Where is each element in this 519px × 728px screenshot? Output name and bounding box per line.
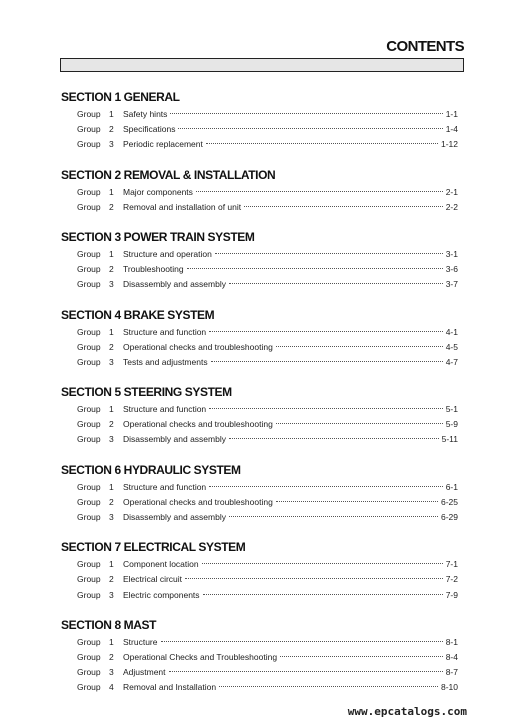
group-label: Group [77,356,101,367]
dot-leader [209,331,443,332]
dot-leader [209,408,443,409]
toc-section [61,167,458,215]
dot-leader [229,438,439,439]
entry-title: Structure and function [123,481,207,492]
toc-entry[interactable] [61,262,458,277]
group-number: 1 [109,248,114,259]
page-number: 7-9 [445,589,458,600]
dot-leader [196,191,443,192]
group-label: Group [77,512,101,522]
group-label: Group [77,559,101,570]
group-number: 2 [109,496,114,507]
group-number: 2 [109,124,114,135]
entry-title: Operational checks and troubleshooting [123,496,273,507]
entry-title: Operational Checks and Troubleshooting [123,651,278,662]
title-rule-bar [60,58,464,72]
group-number: 2 [109,201,114,212]
toc-entry[interactable] [61,557,458,572]
entry-title: Troubleshooting [123,264,184,275]
page-number: 3-6 [445,264,458,275]
toc-entry[interactable] [61,665,458,680]
group-label: Group [77,651,101,662]
group-number: 1 [109,326,114,337]
group-label: Group [77,404,101,415]
group-number: 2 [109,574,114,585]
page-number: 7-1 [445,559,458,570]
group-label: Group [77,279,101,290]
group-number: 4 [109,682,114,693]
group-label: Group [77,139,101,150]
entry-title: Disassembly and assembly [123,512,226,522]
entry-title: Structure and function [123,404,207,415]
entry-title: Specifications [123,124,176,135]
group-number: 3 [109,139,114,150]
entry-title: Operational checks and troubleshooting [123,341,273,352]
group-label: Group [77,186,101,197]
page-number: 5-1 [445,404,458,415]
group-label: Group [77,264,101,275]
dot-leader [170,113,442,114]
page-number: 6-25 [440,496,458,507]
group-label: Group [77,496,101,507]
toc-entry[interactable] [61,185,458,200]
group-label: Group [77,201,101,212]
group-number: 1 [109,559,114,570]
toc-entry[interactable] [61,510,458,525]
entry-title: Disassembly and assembly [123,434,226,445]
entry-title: Safety hints [123,109,168,119]
toc-section [61,539,458,603]
page-number: 8-10 [440,682,458,693]
group-number: 1 [109,404,114,415]
page-number: 4-7 [445,356,458,367]
section-title[interactable]: SECTION 6 HYDRAULIC SYSTEM [61,462,241,477]
dot-leader [185,578,443,579]
group-number: 2 [109,419,114,430]
group-label: Group [77,434,101,445]
dot-leader [219,686,438,687]
page-number: 8-4 [445,651,458,662]
group-label: Group [77,636,101,647]
group-number: 1 [109,481,114,492]
group-number: 3 [109,667,114,678]
entry-title: Disassembly and assembly [123,279,226,290]
toc-entry[interactable] [61,200,458,215]
page-number: 3-7 [445,279,458,290]
dot-leader [276,346,443,347]
dot-leader [169,671,443,672]
dot-leader [187,268,443,269]
entry-title: Removal and Installation [123,682,217,693]
group-label: Group [77,682,101,693]
toc-entry[interactable] [61,122,458,137]
dot-leader [244,206,443,207]
dot-leader [206,143,438,144]
group-number: 1 [109,109,114,119]
page-number: 8-7 [445,667,458,678]
page-number: 4-1 [445,326,458,337]
toc-entry[interactable] [61,588,458,603]
dot-leader [178,128,442,129]
toc-section [61,617,458,696]
page-number: 1-12 [440,139,458,150]
group-number: 3 [109,356,114,367]
watermark-url: www.epcatalogs.com [347,705,467,718]
entry-title: Electrical circuit [123,574,183,585]
entry-title: Periodic replacement [123,139,203,150]
entry-title: Operational checks and troubleshooting [123,419,273,430]
group-label: Group [77,341,101,352]
toc-section [61,89,458,153]
entry-title: Removal and installation of unit [123,201,242,212]
section-title[interactable]: SECTION 7 ELECTRICAL SYSTEM [61,540,246,555]
toc-entry[interactable] [61,137,458,152]
page-number: 1-4 [445,124,458,135]
dot-leader [202,563,443,564]
toc-entry[interactable] [61,355,458,370]
dot-leader [276,501,438,502]
page-number: 6-29 [440,512,458,522]
dot-leader [215,253,443,254]
toc-entry[interactable] [61,572,458,587]
section-title[interactable]: SECTION 2 REMOVAL & INSTALLATION [61,167,276,182]
toc-section [61,229,458,293]
group-label: Group [77,248,101,259]
toc-entry[interactable] [61,247,458,262]
toc-entry[interactable] [61,680,458,695]
group-number: 1 [109,636,114,647]
toc-entry[interactable] [61,340,458,355]
toc-entry[interactable] [61,432,458,447]
table-of-contents [61,89,458,710]
group-number: 3 [109,589,114,600]
entry-title: Component location [123,559,199,570]
page-number: 5-9 [445,419,458,430]
group-label: Group [77,419,101,430]
toc-section [61,384,458,448]
toc-entry[interactable] [61,107,458,122]
group-number: 3 [109,434,114,445]
dot-leader [209,486,443,487]
page-number: 6-1 [445,481,458,492]
section-title[interactable]: SECTION 5 STEERING SYSTEM [61,385,232,400]
page-number: 8-1 [445,636,458,647]
group-number: 3 [109,279,114,290]
dot-leader [211,361,443,362]
toc-section [61,462,458,526]
toc-entry[interactable] [61,635,458,650]
section-title[interactable]: SECTION 8 MAST [61,617,157,632]
group-label: Group [77,326,101,337]
entry-title: Tests and adjustments [123,356,208,367]
dot-leader [229,283,443,284]
toc-section [61,307,458,371]
toc-entry[interactable] [61,417,458,432]
page-number: 2-2 [445,201,458,212]
page-number: 4-5 [445,341,458,352]
group-number: 1 [109,186,114,197]
toc-entry[interactable] [61,495,458,510]
group-number: 2 [109,264,114,275]
dot-leader [161,641,443,642]
section-title[interactable]: SECTION 1 GENERAL [61,90,180,104]
entry-title: Adjustment [123,667,166,678]
page-number: 1-1 [445,109,458,119]
toc-entry[interactable] [61,325,458,340]
toc-entry[interactable] [61,277,458,292]
group-number: 2 [109,341,114,352]
toc-entry[interactable] [61,402,458,417]
toc-entry[interactable] [61,480,458,495]
group-label: Group [77,124,101,135]
page-number: 5-11 [441,434,458,445]
entry-title: Structure [123,636,158,647]
section-title[interactable]: SECTION 4 BRAKE SYSTEM [61,307,215,322]
entry-title: Structure and operation [123,248,212,259]
dot-leader [203,594,443,595]
group-label: Group [77,589,101,600]
group-label: Group [77,481,101,492]
entry-title: Electric components [123,589,200,600]
page-number: 7-2 [445,574,458,585]
dot-leader [276,423,443,424]
group-label: Group [77,574,101,585]
entry-title: Structure and function [123,326,207,337]
page-title: CONTENTS [386,38,464,55]
section-title[interactable]: SECTION 3 POWER TRAIN SYSTEM [61,229,255,244]
page-number: 3-1 [445,248,458,259]
entry-title: Major components [123,186,193,197]
dot-leader [280,656,443,657]
dot-leader [229,516,438,517]
group-label: Group [77,667,101,678]
group-number: 3 [109,512,114,522]
group-label: Group [77,109,101,119]
toc-entry[interactable] [61,650,458,665]
page-number: 2-1 [445,186,458,197]
group-number: 2 [109,651,114,662]
